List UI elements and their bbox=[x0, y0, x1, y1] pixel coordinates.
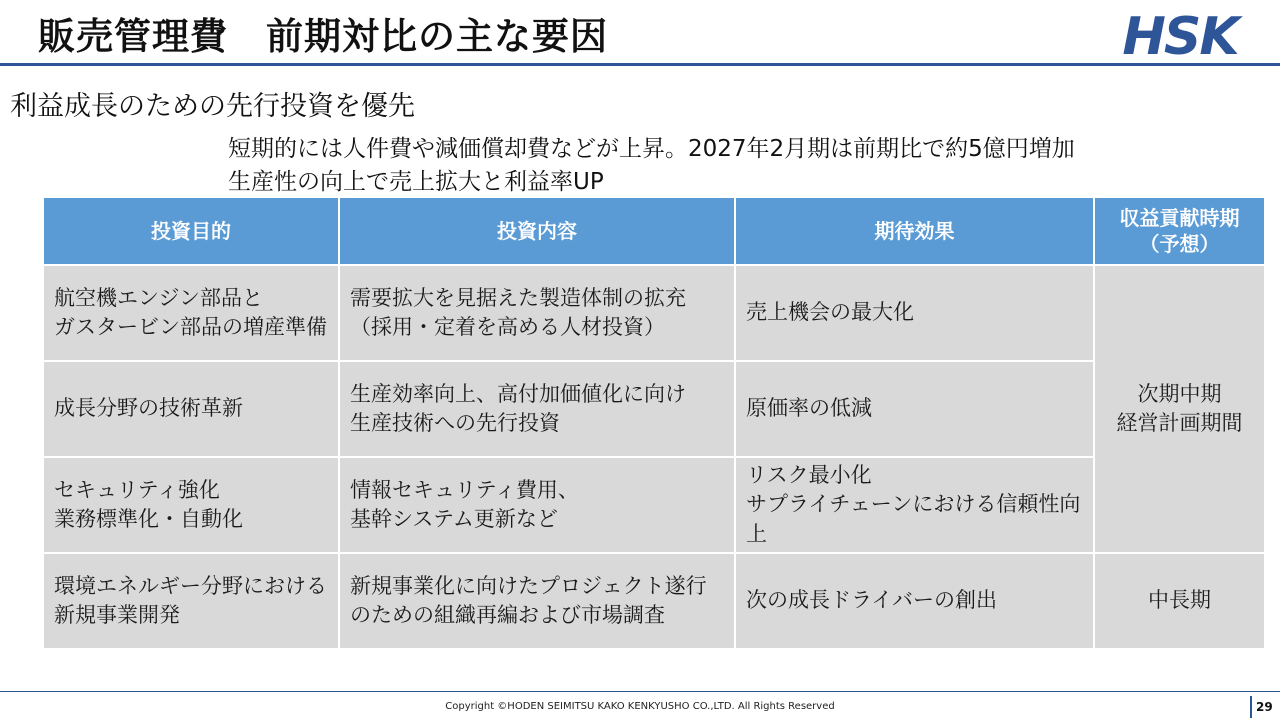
slide-title: 販売管理費 前期対比の主な要因 bbox=[38, 15, 608, 58]
row4-timing: 中長期 bbox=[1095, 554, 1264, 648]
timing-merged-cell: 次期中期 経営計画期間 bbox=[1095, 266, 1264, 552]
lead-line-2: 生産性の向上で売上拡大と利益率UP bbox=[228, 169, 604, 195]
row3-effect: リスク最小化 サプライチェーンにおける信頼性向上 bbox=[736, 458, 1093, 552]
row4-purpose: 環境エネルギー分野における 新規事業開発 bbox=[44, 554, 338, 648]
row3-purpose: セキュリティ強化 業務標準化・自動化 bbox=[44, 458, 338, 552]
row4-content: 新規事業化に向けたプロジェクト遂行 のための組織再編および市場調査 bbox=[340, 554, 734, 648]
row3-content: 情報セキュリティ費用、 基幹システム更新など bbox=[340, 458, 734, 552]
row1-content: 需要拡大を見据えた製造体制の拡充 （採用・定着を高める人材投資） bbox=[340, 266, 734, 360]
row2-content: 生産効率向上、高付加価値化に向け 生産技術への先行投資 bbox=[340, 362, 734, 456]
lead-line-1: 短期的には人件費や減価償却費などが上昇。2027年2月期は前期比で約5億円増加 bbox=[228, 136, 1075, 162]
row1-effect: 売上機会の最大化 bbox=[736, 266, 1093, 360]
header-timing: 収益貢献時期 （予想） bbox=[1095, 198, 1264, 264]
slide-subtitle: 利益成長のための先行投資を優先 bbox=[10, 91, 415, 122]
logo-wordmark: HSK bbox=[1122, 7, 1238, 62]
investment-table bbox=[44, 198, 1264, 648]
row2-purpose: 成長分野の技術革新 bbox=[44, 362, 338, 456]
footer-rule bbox=[0, 691, 1280, 692]
header-effect: 期待効果 bbox=[736, 198, 1093, 264]
header-content: 投資内容 bbox=[340, 198, 734, 264]
row4-effect: 次の成長ドライバーの創出 bbox=[736, 554, 1093, 648]
row1-purpose: 航空機エンジン部品と ガスタービン部品の増産準備 bbox=[44, 266, 338, 360]
row2-effect: 原価率の低減 bbox=[736, 362, 1093, 456]
page-number-divider bbox=[1250, 696, 1252, 718]
header-purpose: 投資目的 bbox=[44, 198, 338, 264]
copyright-text: Copyright ©HODEN SEIMITSU KAKO KENKYUSHO CO.,LTD. All Rights Reserved bbox=[445, 701, 835, 712]
page-number: 29 bbox=[1256, 700, 1273, 714]
header-rule bbox=[0, 63, 1280, 66]
company-logo bbox=[1090, 6, 1270, 62]
